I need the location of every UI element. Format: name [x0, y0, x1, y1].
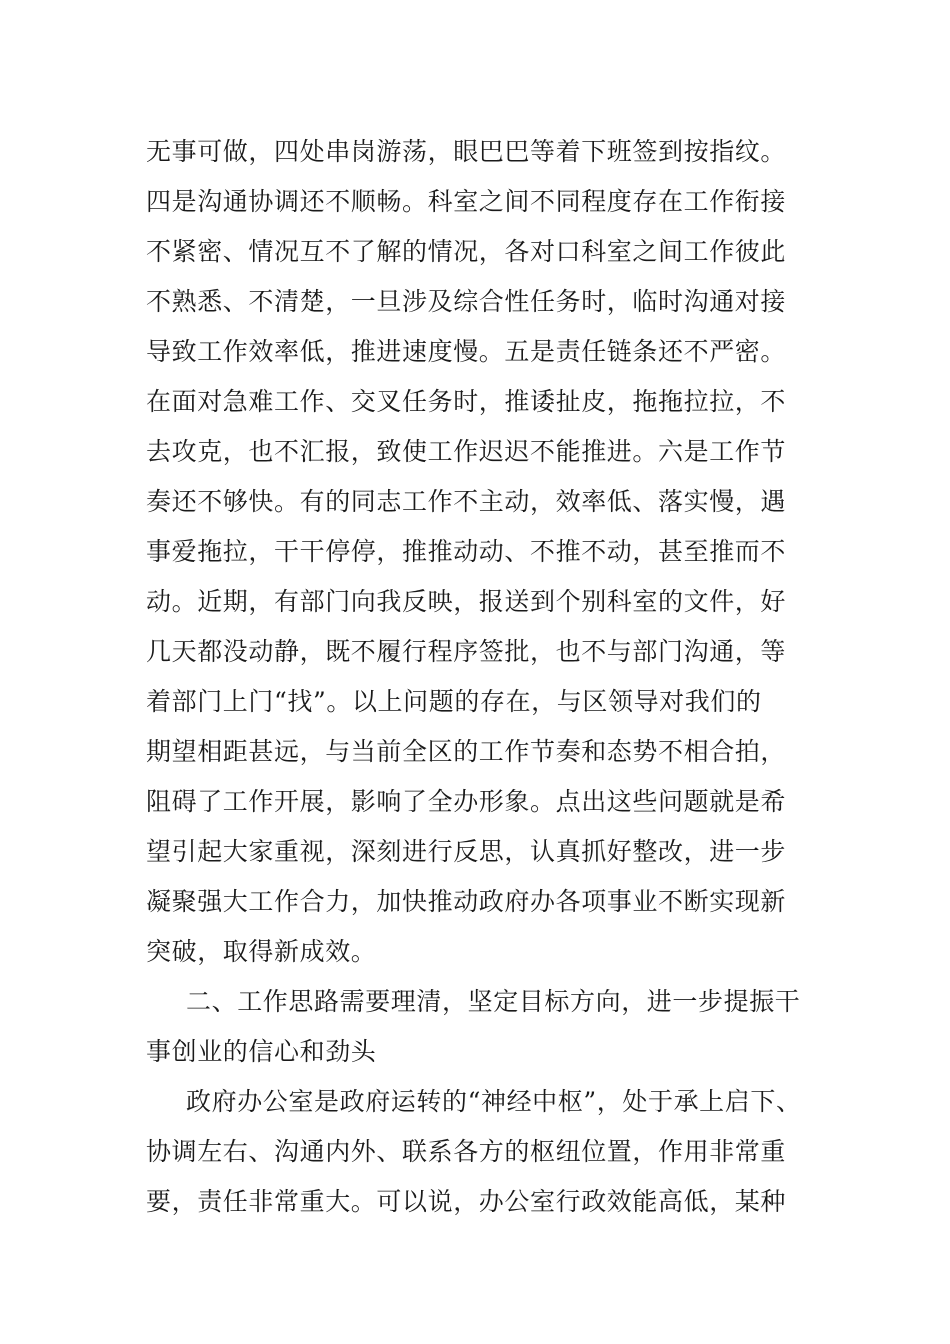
text-line: 要，责任非常重大。可以说，办公室行政效能高低，某种 — [146, 1187, 787, 1216]
text-line: 协调左右、沟通内外、联系各方的枢纽位置，作用非常重 — [146, 1137, 787, 1166]
text-line: 凝聚强大工作合力，加快推动政府办各项事业不断实现新 — [146, 887, 787, 916]
text-line: 奏还不够快。有的同志工作不主动，效率低、落实慢，遇 — [146, 487, 787, 516]
text-line: 几天都没动静，既不履行程序签批，也不与部门沟通，等 — [146, 637, 787, 666]
text-line: 动。近期，有部门向我反映，报送到个别科室的文件，好 — [146, 587, 787, 616]
text-line: 不紧密、情况互不了解的情况，各对口科室之间工作彼此 — [146, 237, 787, 266]
paragraph-start-line: 政府办公室是政府运转的“神经中枢”，处于承上启下、 — [186, 1087, 802, 1116]
text-line: 阻碍了工作开展，影响了全办形象。点出这些问题就是希 — [146, 787, 787, 816]
section-heading-line: 事创业的信心和劲头 — [146, 1037, 377, 1066]
text-line: 突破，取得新成效。 — [146, 937, 377, 966]
text-line: 事爱拖拉，干干停停，推推动动、不推不动，甚至推而不 — [146, 537, 787, 566]
text-line: 在面对急难工作、交叉任务时，推诿扯皮，拖拖拉拉，不 — [146, 387, 787, 416]
body-text — [146, 127, 816, 1227]
text-line: 着部门上门“找”。以上问题的存在，与区领导对我们的 — [146, 687, 762, 716]
text-line: 去攻克，也不汇报，致使工作迟迟不能推进。六是工作节 — [146, 437, 787, 466]
text-line: 期望相距甚远，与当前全区的工作节奏和态势不相合拍， — [146, 737, 787, 766]
section-heading-line: 二、工作思路需要理清，坚定目标方向，进一步提振干 — [186, 987, 801, 1016]
text-line: 望引起大家重视，深刻进行反思，认真抓好整改，进一步 — [146, 837, 787, 866]
text-line: 四是沟通协调还不顺畅。科室之间不同程度存在工作衔接 — [146, 187, 787, 216]
text-line: 无事可做，四处串岗游荡，眼巴巴等着下班签到按指纹。 — [146, 137, 787, 166]
text-line: 不熟悉、不清楚，一旦涉及综合性任务时，临时沟通对接 — [146, 287, 787, 316]
text-line: 导致工作效率低，推进速度慢。五是责任链条还不严密。 — [146, 337, 787, 366]
